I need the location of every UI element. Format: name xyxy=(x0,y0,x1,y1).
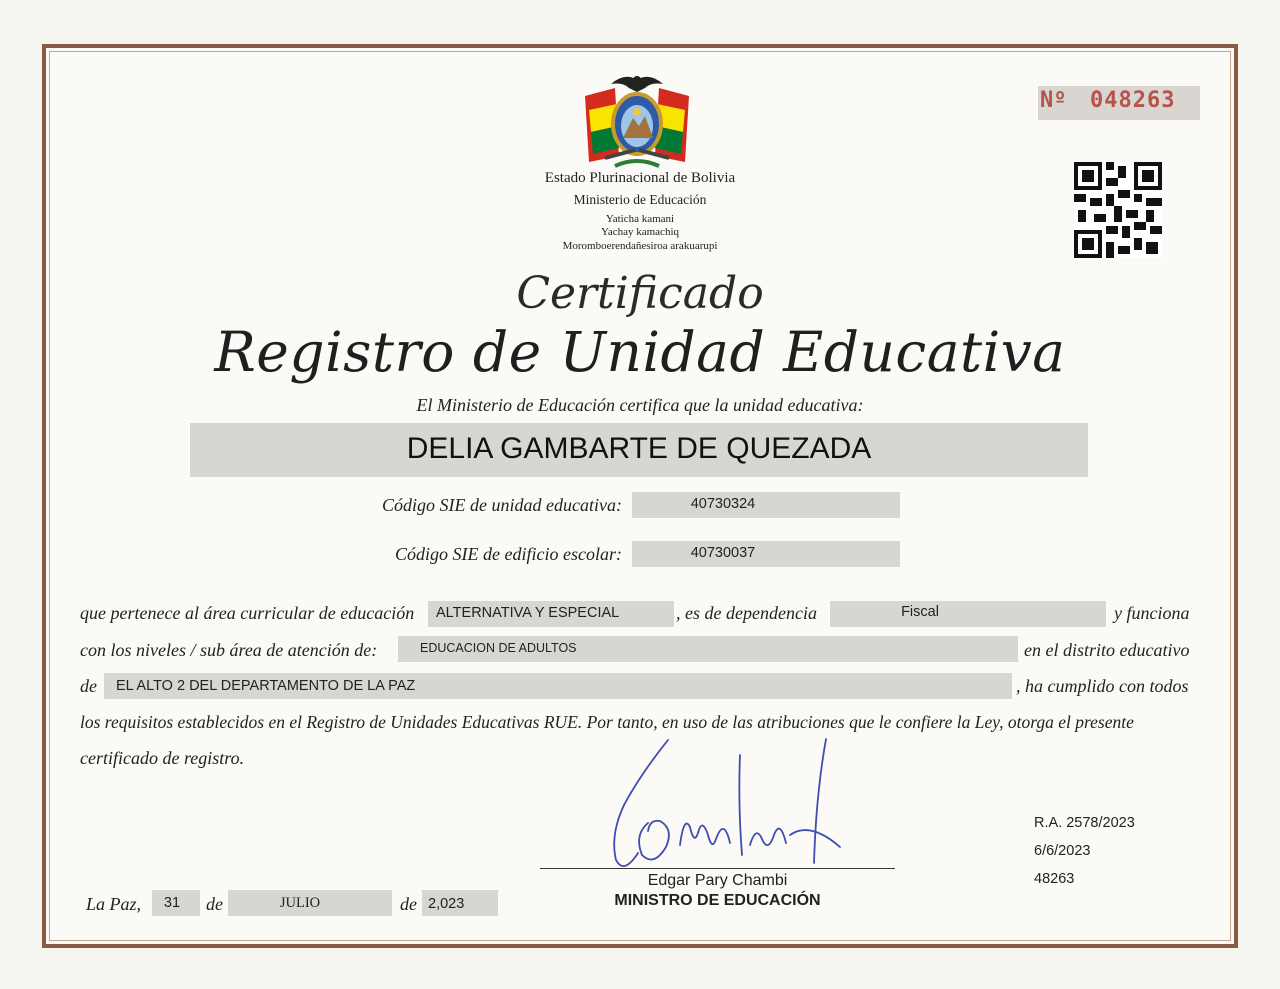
bolivia-coat-of-arms-icon xyxy=(575,66,699,170)
sie-unit-code-label: Código SIE de unidad educativa: xyxy=(382,495,622,515)
sie-building-code-value: 40730037 xyxy=(690,545,756,561)
date-city: La Paz, xyxy=(86,894,142,914)
body-line1-text-c: y funciona xyxy=(1114,603,1190,623)
date-de-1: de xyxy=(206,894,223,914)
body-line2-text-b: en el distrito educativo xyxy=(1024,640,1190,660)
signature-line xyxy=(540,868,895,869)
unit-name-value: DELIA GAMBARTE DE QUEZADA xyxy=(406,432,872,465)
resolution-number: R.A. 2578/2023 xyxy=(1034,815,1135,831)
resolution-date: 6/6/2023 xyxy=(1034,843,1091,859)
body-line2-text-a: con los niveles / sub área de atención de: xyxy=(80,640,378,660)
sie-unit-code-value: 40730324 xyxy=(690,496,756,512)
area-value: ALTERNATIVA Y ESPECIAL xyxy=(436,605,620,621)
levels-value: EDUCACION DE ADULTOS xyxy=(420,641,577,655)
ministry-name: Ministerio de Educación xyxy=(573,192,707,207)
certificate-title: Certificado xyxy=(516,268,764,319)
serial-number-value: 048263 xyxy=(1090,88,1176,113)
body-line3-text-b: , ha cumplido con todos xyxy=(1016,676,1189,696)
qr-code-icon xyxy=(1074,162,1162,258)
date-day-value: 31 xyxy=(163,895,181,911)
certification-intro: El Ministerio de Educación certifica que la unidad educativa: xyxy=(416,395,864,415)
signatory-title: MINISTRO DE EDUCACIÓN xyxy=(614,892,821,909)
date-month-value: JULIO xyxy=(279,895,321,911)
district-value: EL ALTO 2 DEL DEPARTAMENTO DE LA PAZ xyxy=(116,678,416,694)
serial-number-label: Nº xyxy=(1040,88,1067,113)
sie-building-code-label: Código SIE de edificio escolar: xyxy=(395,544,622,564)
body-line1-text-b: , es de dependencia xyxy=(676,603,817,623)
signatory-name: Edgar Pary Chambi xyxy=(647,872,788,889)
motto-guarani: Moromboerendañesiroa arakuarupi xyxy=(562,240,718,252)
date-year-value: 2,023 xyxy=(428,896,465,912)
certificate-subtitle: Registro de Unidad Educativa xyxy=(214,320,1066,384)
body-line4-text: los requisitos establecidos en el Registro de Unidades Educativas RUE. Por tanto, en uso de las atribuciones que le confiere la Ley, otorga el presente xyxy=(80,712,1134,732)
body-line1-text-a: que pertenece al área curricular de educación xyxy=(80,603,415,623)
motto-quechua: Yachay kamachiq xyxy=(601,226,679,238)
registry-number: 48263 xyxy=(1034,871,1075,887)
body-line5-text: certificado de registro. xyxy=(80,748,245,768)
state-name: Estado Plurinacional de Bolivia xyxy=(544,170,736,186)
date-de-2: de xyxy=(400,894,417,914)
motto-aymara: Yaticha kamani xyxy=(605,213,675,225)
body-line3-text-a: de xyxy=(80,676,97,696)
handwritten-signature-icon xyxy=(590,735,850,875)
dependency-value: Fiscal xyxy=(901,604,939,620)
